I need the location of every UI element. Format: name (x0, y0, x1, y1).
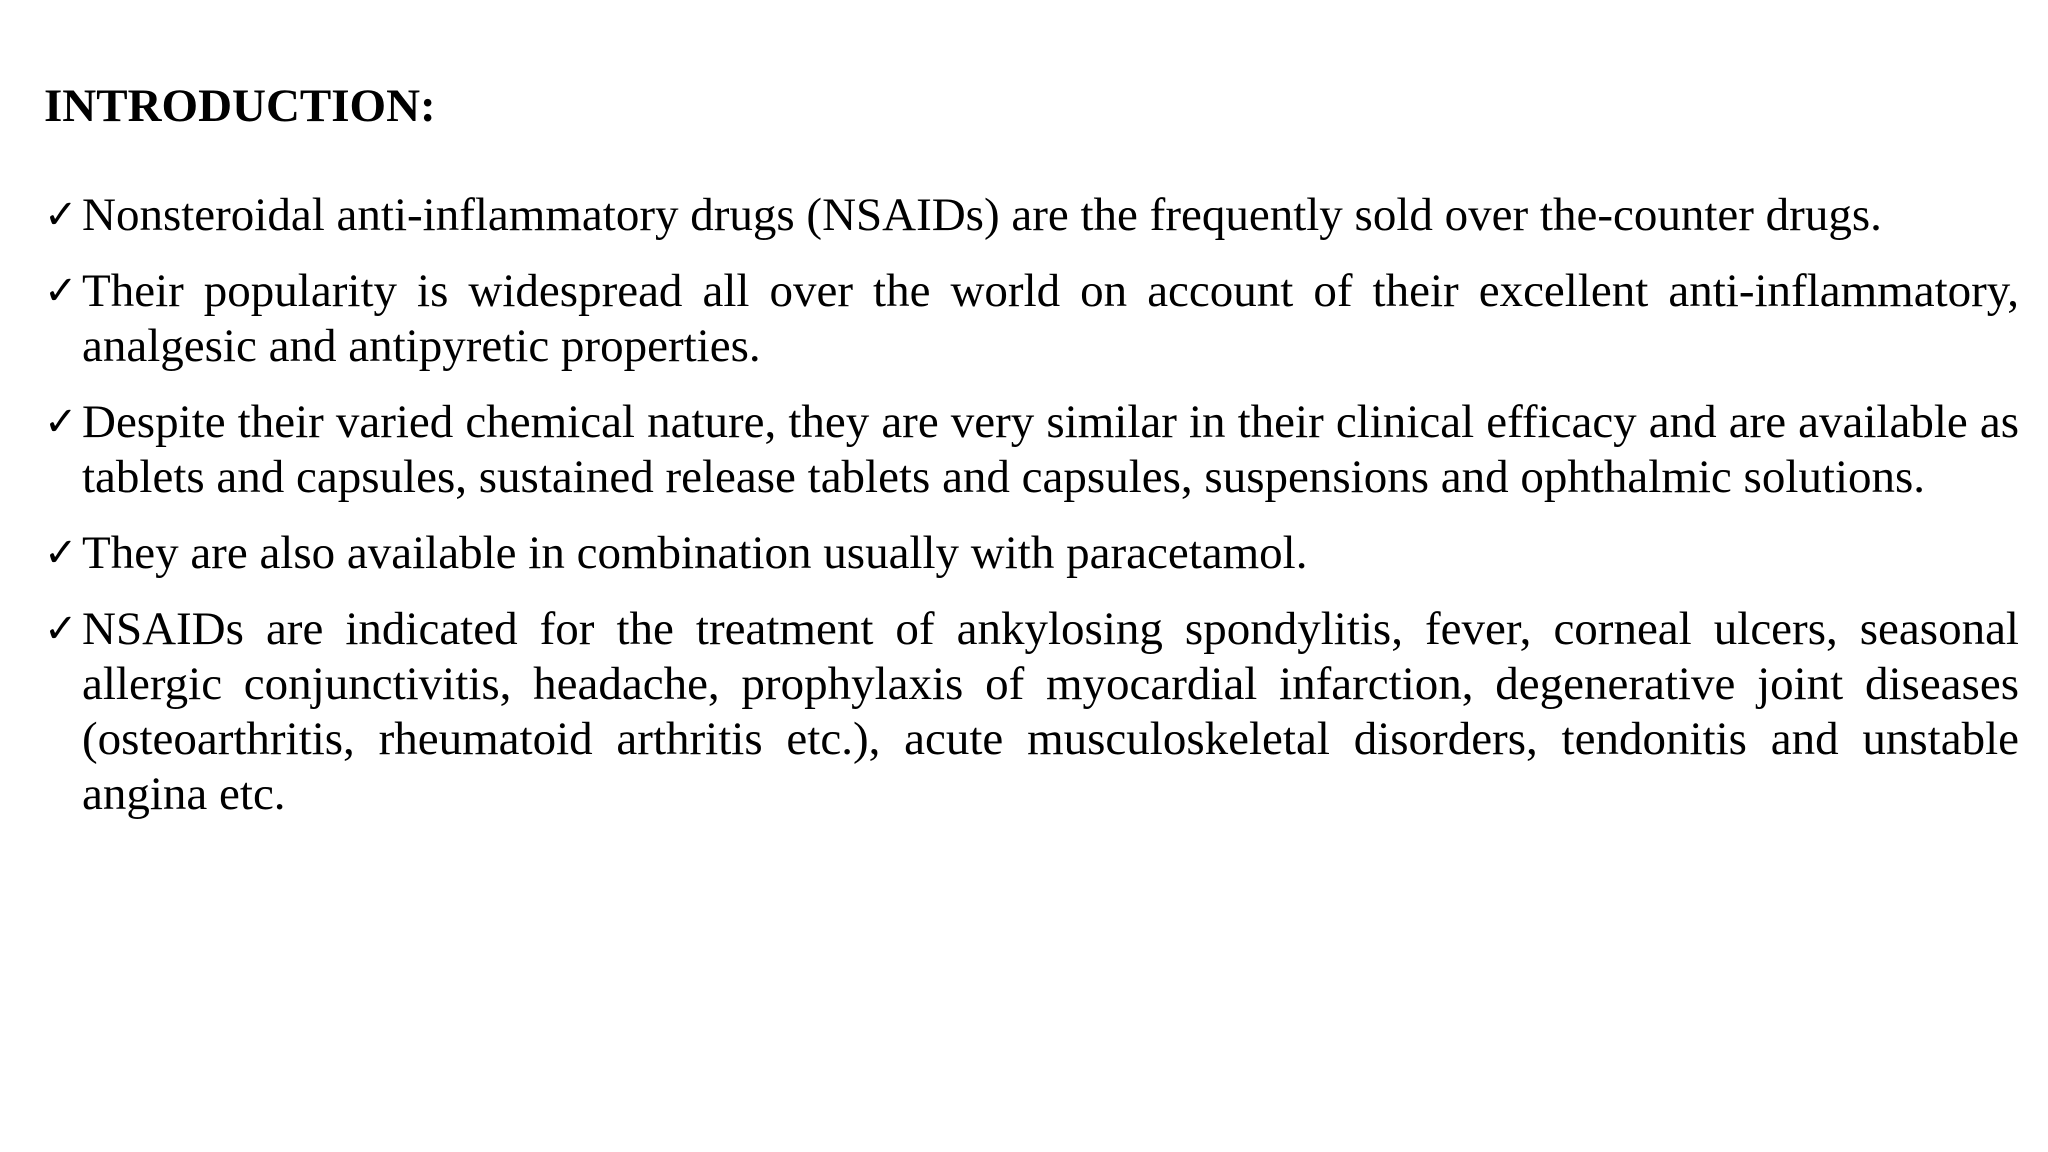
bullet-text: Their popularity is widespread all over the world on account of their excellent anti-inflammatory, analgesic and antipyretic properties. (82, 265, 2019, 372)
list-item (44, 188, 2019, 243)
checkmark-icon: ✓ (44, 192, 78, 238)
checkmark-icon: ✓ (44, 530, 78, 576)
bullet-text: Nonsteroidal anti-inflammatory drugs (NSAIDs) are the frequently sold over the-counter drugs. (82, 189, 1882, 241)
bullet-list (44, 188, 2019, 843)
list-item (44, 264, 2019, 374)
list-item (44, 602, 2019, 822)
bullet-text: They are also available in combination usually with paracetamol. (82, 527, 1308, 579)
bullet-text: NSAIDs are indicated for the treatment of ankylosing spondylitis, fever, corneal ulcers, seasonal allergic conjunctivitis, headache, prophylaxis of myocardial infarction, degenerative joint diseases (osteoarthritis, rheumatoid arthritis etc.), acute musculoskeletal disorders, tendonitis and unstable angina etc. (82, 603, 2019, 820)
list-item (44, 395, 2019, 505)
bullet-text: Despite their varied chemical nature, they are very similar in their clinical efficacy and are available as tablets and capsules, sustained release tablets and capsules, suspensions and ophthalmic solutions. (82, 396, 2019, 503)
checkmark-icon: ✓ (44, 606, 78, 652)
list-item (44, 526, 2019, 581)
checkmark-icon: ✓ (44, 399, 78, 445)
checkmark-icon: ✓ (44, 268, 78, 314)
slide-title: INTRODUCTION: (44, 80, 436, 132)
